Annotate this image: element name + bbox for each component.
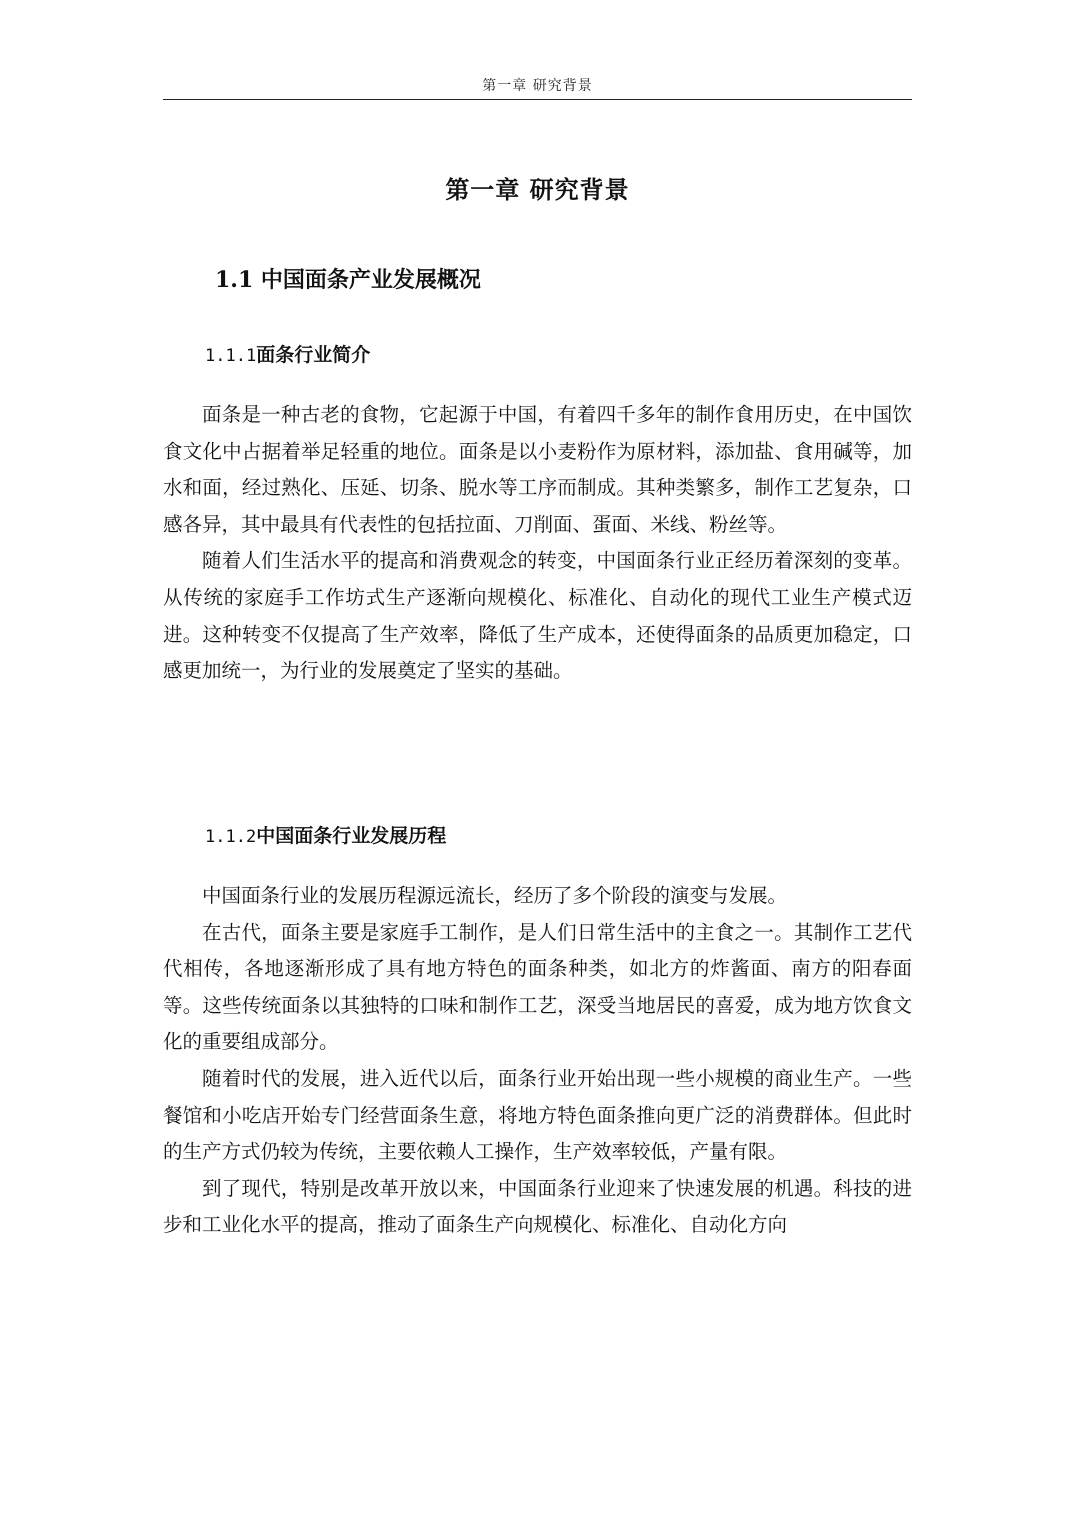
chapter-title: 第一章 研究背景: [445, 175, 630, 204]
subsection-title-1-1-1: [205, 340, 905, 371]
paragraph: 中国面条行业的发展历程源远流长，经历了多个阶段的演变与发展。: [202, 884, 788, 907]
body-text-1-1-1: [163, 397, 912, 690]
subsection-number: 1.1.1: [205, 346, 257, 366]
paragraph: 在古代，面条主要是家庭手工制作，是人们日常生活中的主食之一。其制作工艺代代相传，各地逐渐形成了具有地方特色的面条种类，如北方的炸酱面、南方的阳春面等。这些传统面条以其独特的口味和制作工艺，深受当地居民的喜爱，成为地方饮食文化的重要组成部分。: [163, 920, 912, 1054]
paragraph: 随着时代的发展，进入近代以后，面条行业开始出现一些小规模的商业生产。一些餐馆和小吃店开始专门经营面条生意，将地方特色面条推向更广泛的消费群体。但此时的生产方式仍较为传统，主要依赖人工操作，生产效率较低，产量有限。: [163, 1066, 912, 1164]
subsection-heading-text: 面条行业简介: [256, 344, 371, 366]
paragraph: 到了现代，特别是改革开放以来，中国面条行业迎来了快速发展的机遇。科技的进步和工业化水平的提高，推动了面条生产向规模化、标准化、自动化方向: [163, 1176, 912, 1237]
body-text-1-1-2: [163, 878, 912, 1244]
running-header: 第一章 研究背景: [482, 78, 593, 94]
subsection-title-1-1-2: [205, 821, 905, 852]
paragraph: 随着人们生活水平的提高和消费观念的转变，中国面条行业正经历着深刻的变革。从传统的家庭手工作坊式生产逐渐向规模化、标准化、自动化的现代工业生产模式迈进。这种转变不仅提高了生产效率，降低了生产成本，还使得面条的品质更加稳定，口感更加统一，为行业的发展奠定了坚实的基础。: [163, 549, 912, 683]
section-title-1-1: 1.1 中国面条产业发展概况: [215, 267, 481, 293]
subsection-number: 1.1.2: [205, 827, 257, 847]
paragraph: 面条是一种古老的食物，它起源于中国，有着四千多年的制作食用历史，在中国饮食文化中占据着举足轻重的地位。面条是以小麦粉作为原材料，添加盐、食用碱等，加水和面，经过熟化、压延、切条、脱水等工序而制成。其种类繁多，制作工艺复杂，口感各异，其中最具有代表性的包括拉面、刀削面、蛋面、米线、粉丝等。: [163, 403, 912, 536]
subsection-heading-text: 中国面条行业发展历程: [256, 825, 447, 847]
header-rule: [163, 99, 912, 100]
